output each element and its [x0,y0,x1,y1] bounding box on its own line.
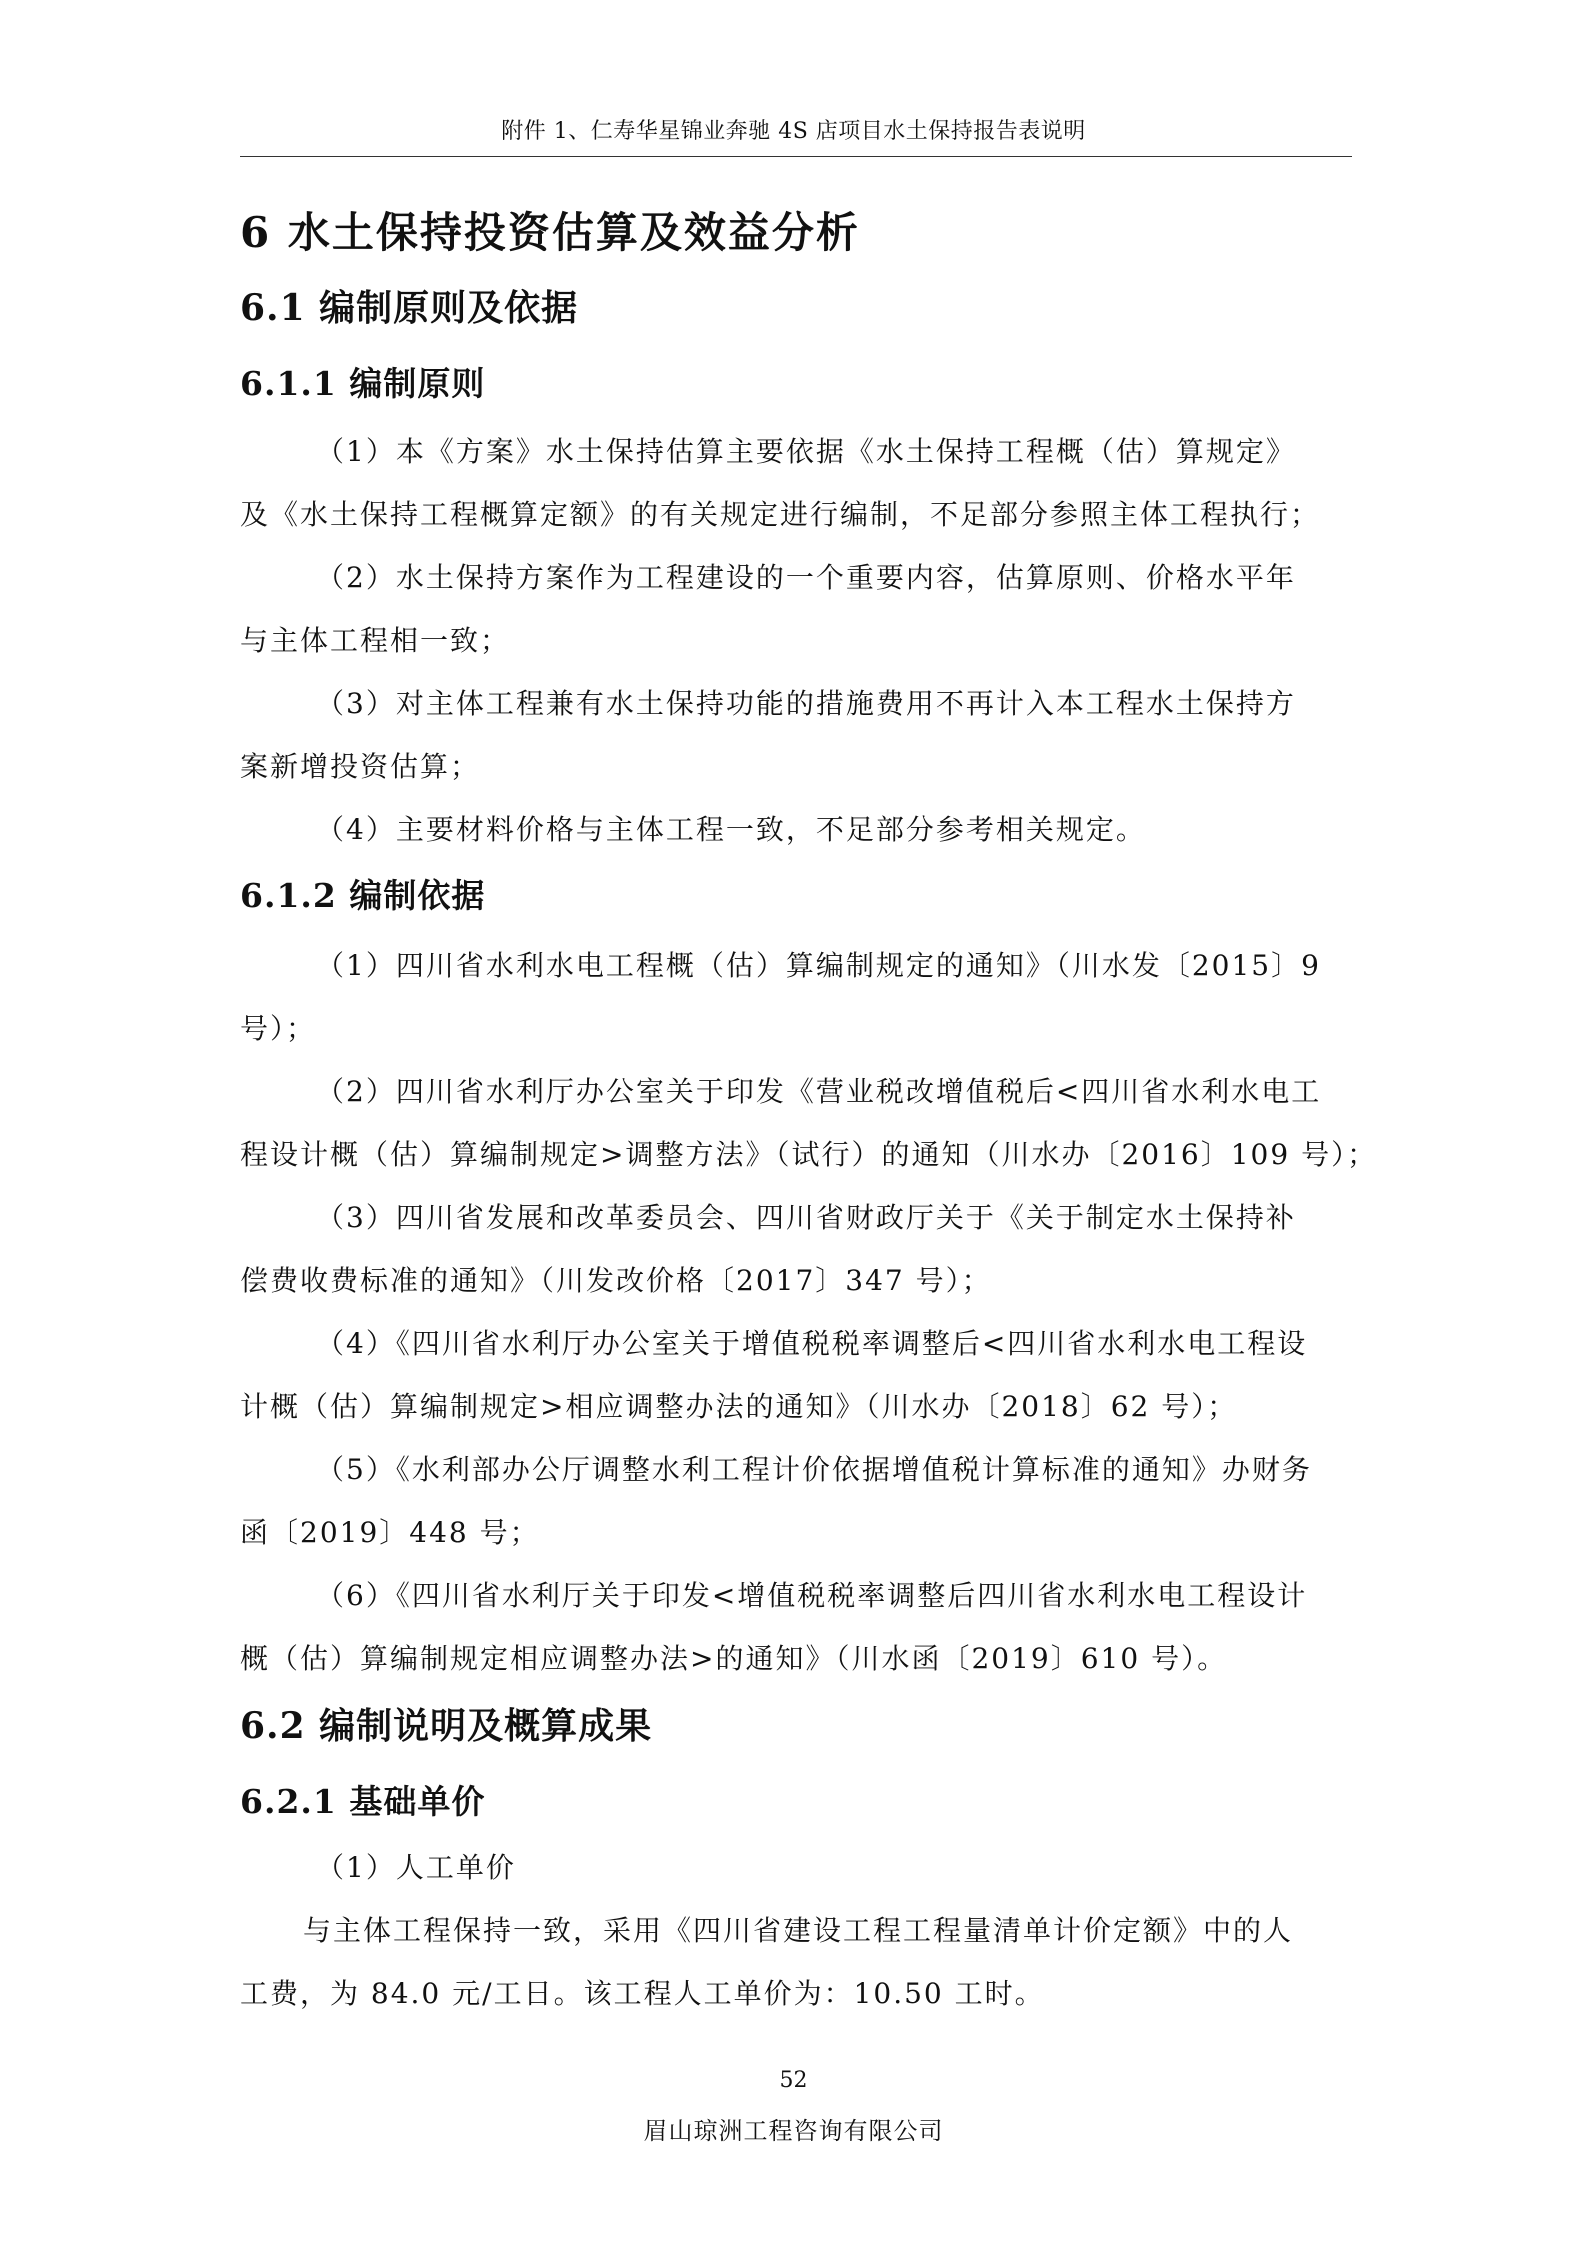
basis-6-line2: 概（估）算编制规定相应调整办法>的通知》（川水函〔2019〕610 号）。 [240,1642,1228,1675]
principle-2-line2: 与主体工程相一致； [240,624,511,657]
principle-2-line1: （2）水土保持方案作为工程建设的一个重要内容，估算原则、价格水平年 [316,561,1296,594]
section-6-1-heading: 6.1 编制原则及依据 [240,287,579,329]
basis-5-line2: 函〔2019〕448 号； [240,1516,540,1549]
basis-5-line1: （5）《水利部办公厅调整水利工程计价依据增值税计算标准的通知》办财务 [316,1453,1312,1486]
basis-3-line2: 偿费收费标准的通知》（川发改价格〔2017〕347 号）； [240,1264,992,1297]
basis-4-line1: （4）《四川省水利厅办公室关于增值税税率调整后<四川省水利水电工程设 [316,1327,1308,1360]
section-6-2-1-heading: 6.2.1 基础单价 [240,1782,486,1821]
principle-3-line2: 案新增投资估算； [240,750,481,783]
footer-company: 眉山琼洲工程咨询有限公司 [643,2117,944,2145]
labor-price-line1: 与主体工程保持一致，采用《四川省建设工程工程量清单计价定额》中的人 [303,1914,1294,1947]
basis-3-line1: （3）四川省发展和改革委员会、四川省财政厅关于《关于制定水土保持补 [316,1201,1296,1234]
basis-6-line1: （6）《四川省水利厅关于印发<增值税税率调整后四川省水利水电工程设计 [316,1579,1308,1612]
page-header: 附件 1、仁寿华星锦业奔驰 4S 店项目水土保持报告表说明 [501,119,1086,144]
basis-2-line2: 程设计概（估）算编制规定>调整方法》（试行）的通知（川水办〔2016〕109 号）； [240,1138,1378,1171]
section-6-2-heading: 6.2 编制说明及概算成果 [240,1705,653,1747]
page-number: 52 [779,2068,808,2093]
section-6-1-1-heading: 6.1.1 编制原则 [240,364,486,403]
basis-4-line2: 计概（估）算编制规定>相应调整办法的通知》（川水办〔2018〕62 号）； [240,1390,1238,1423]
section-6-1-2-heading: 6.1.2 编制依据 [240,876,486,915]
principle-4-line1: （4）主要材料价格与主体工程一致，不足部分参考相关规定。 [316,813,1146,846]
principle-1-line1: （1）本《方案》水土保持估算主要依据《水土保持工程概（估）算规定》 [316,435,1296,468]
principle-3-line1: （3）对主体工程兼有水土保持功能的措施费用不再计入本工程水土保持方 [316,687,1296,720]
labor-price-subheading: （1）人工单价 [316,1851,516,1884]
basis-1-line1: （1）四川省水利水电工程概（估）算编制规定的通知》（川水发〔2015〕9 [316,949,1321,982]
basis-2-line1: （2）四川省水利厅办公室关于印发《营业税改增值税后<四川省水利水电工 [316,1075,1322,1108]
section-6-heading: 6 水土保持投资估算及效益分析 [240,208,860,257]
principle-1-line2: 及《水土保持工程概算定额》的有关规定进行编制，不足部分参照主体工程执行； [240,498,1321,531]
labor-price-line2: 工费，为 84.0 元/工日。该工程人工单价为：10.50 工时。 [240,1977,1045,2010]
header-divider [240,156,1352,157]
basis-1-line2: 号）； [240,1012,317,1045]
